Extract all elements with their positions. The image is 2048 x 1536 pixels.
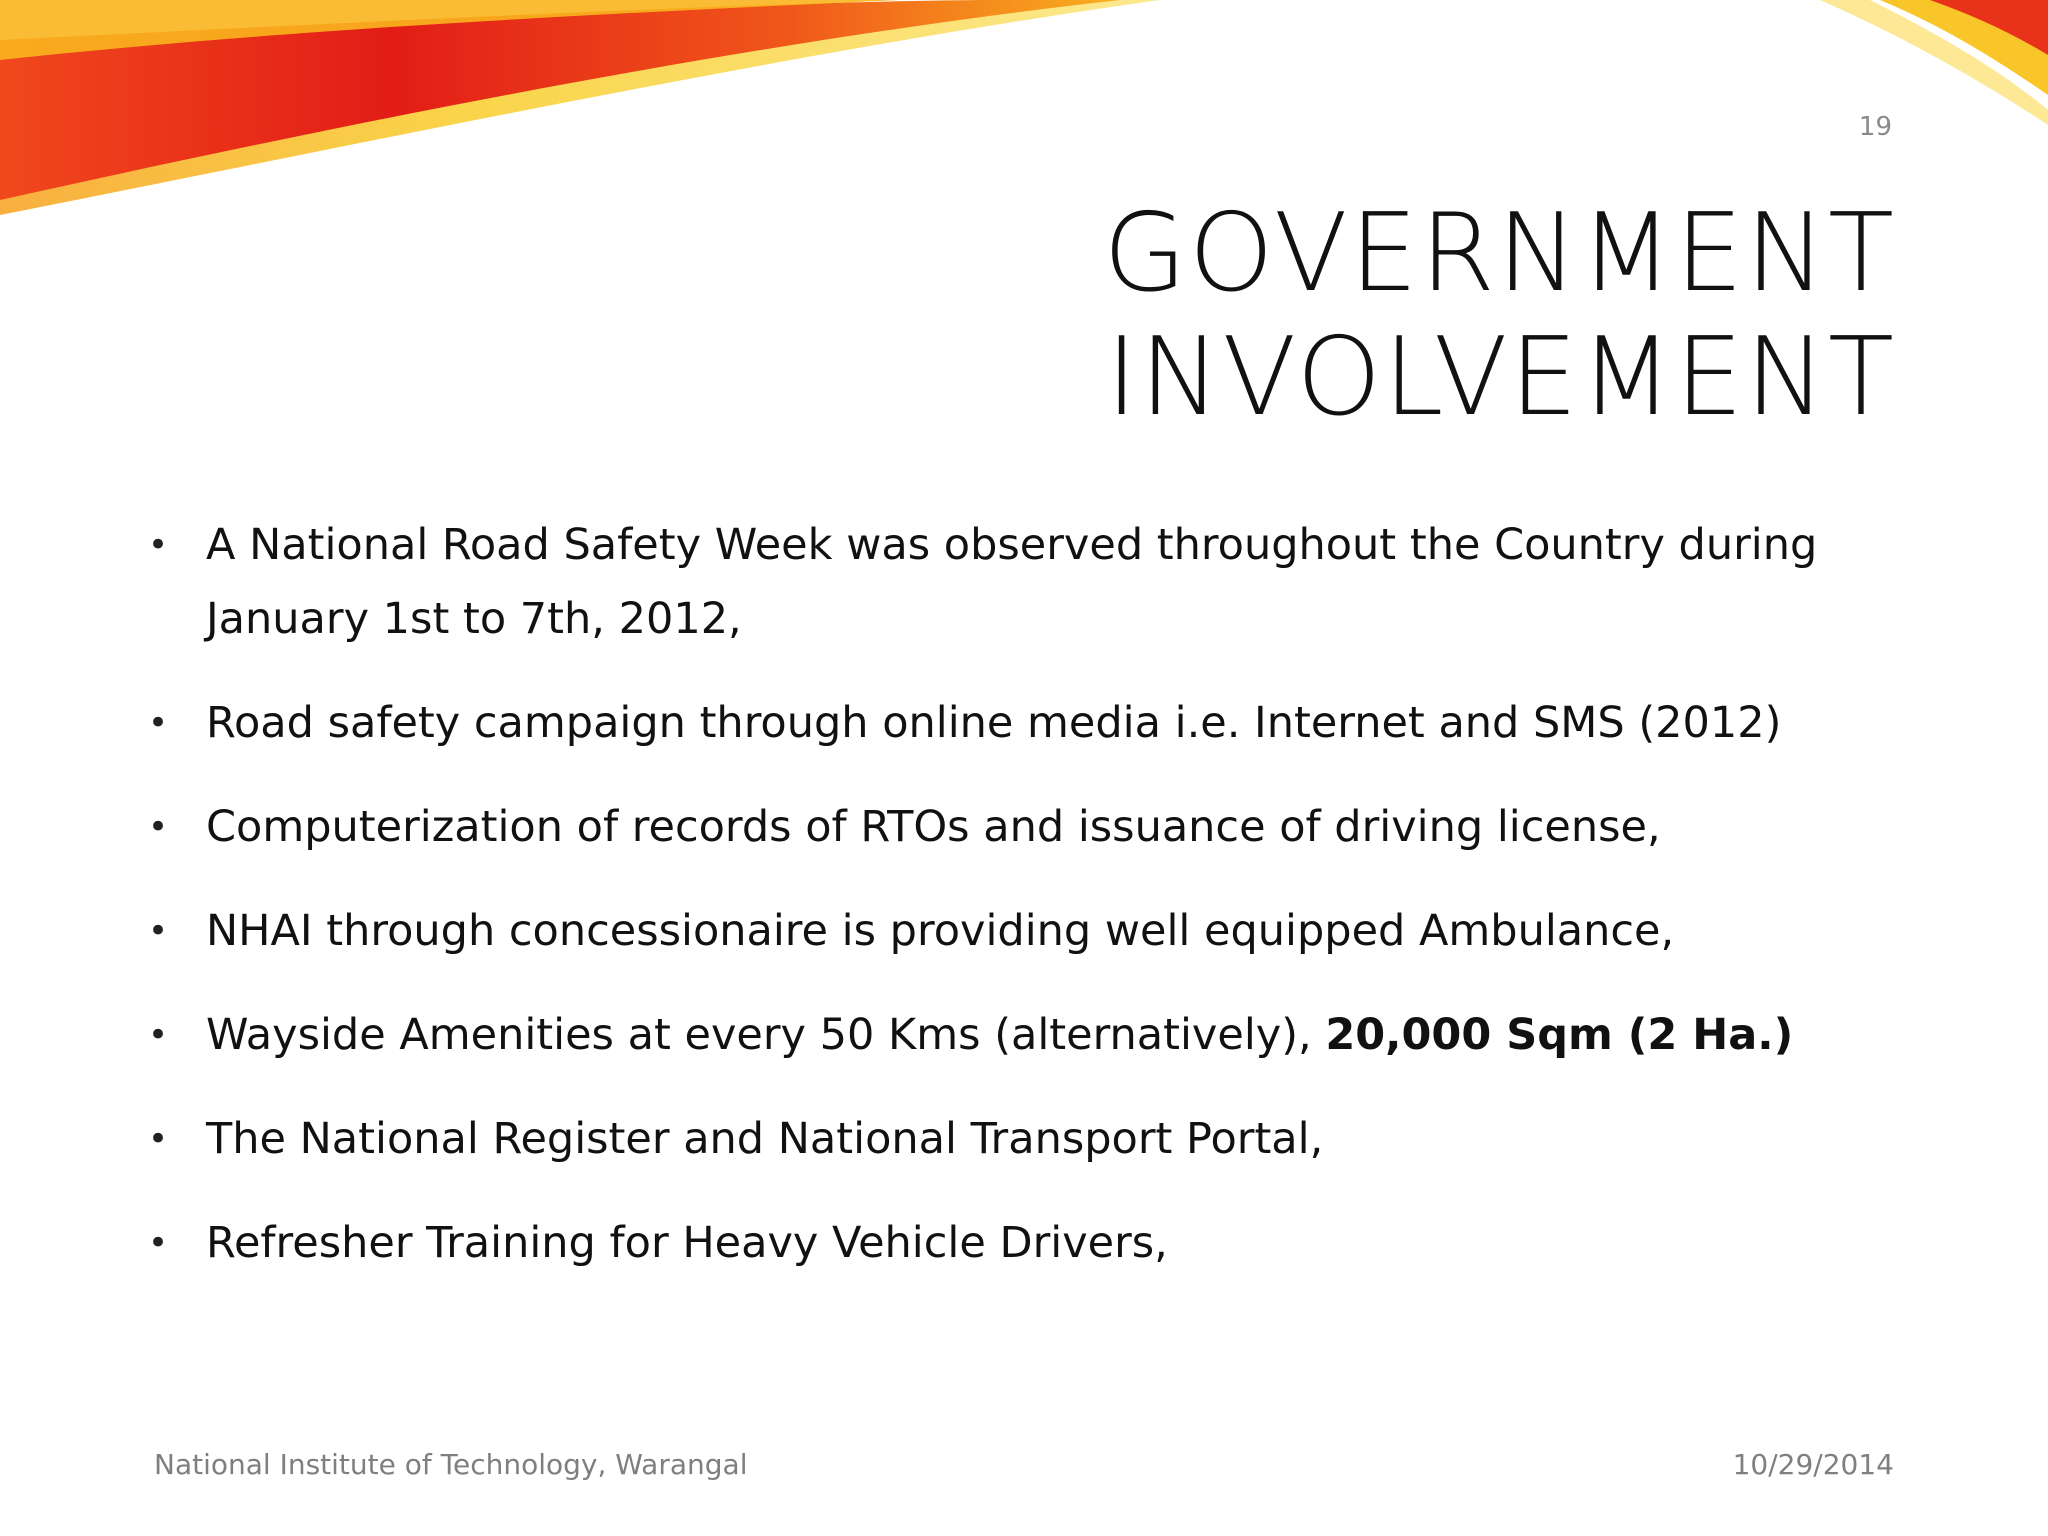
bullet-dot: •: [148, 807, 169, 847]
bullet-dot: •: [148, 703, 169, 743]
bullet-text: Road safety campaign through online media i.e. Internet and SMS (2012): [206, 698, 1782, 748]
bullet-dot: •: [148, 1015, 169, 1055]
slide-title: [696, 192, 1896, 440]
footer-date: 10/29/2014: [1732, 1448, 1894, 1481]
bullet-text: Wayside Amenities at every 50 Kms (alternatively),: [206, 1010, 1326, 1060]
bullet-dot: •: [148, 525, 169, 565]
bullet-item: [148, 1102, 1908, 1176]
bullet-item: [148, 894, 1908, 968]
bullet-item: [148, 998, 1908, 1072]
bullet-item: [148, 790, 1908, 864]
bullet-bold-text: 20,000 Sqm (2 Ha.): [1325, 1010, 1794, 1060]
bullet-text: The National Register and National Transport Portal,: [206, 1114, 1324, 1164]
bullet-text: NHAI through concessionaire is providing well equipped Ambulance,: [206, 906, 1675, 956]
bullet-text: A National Road Safety Week was observed throughout the Country during January 1st to 7th, 2012,: [206, 520, 1818, 644]
bullet-list: [148, 508, 1908, 1310]
slide-title-line-1: GOVERNMENT: [1103, 191, 1896, 316]
bullet-text: Computerization of records of RTOs and issuance of driving license,: [206, 802, 1661, 852]
bullet-dot: •: [148, 1223, 169, 1263]
bullet-item: [148, 508, 1908, 656]
bullet-dot: •: [148, 1119, 169, 1159]
bullet-text: Refresher Training for Heavy Vehicle Drivers,: [206, 1218, 1168, 1268]
bullet-item: [148, 686, 1908, 760]
slide-title-line-2: INVOLVEMENT: [1105, 315, 1896, 440]
bullet-dot: •: [148, 911, 169, 951]
bullet-item: [148, 1206, 1908, 1280]
footer-institution: National Institute of Technology, Warangal: [154, 1448, 748, 1481]
slide-number: 19: [1858, 112, 1892, 142]
